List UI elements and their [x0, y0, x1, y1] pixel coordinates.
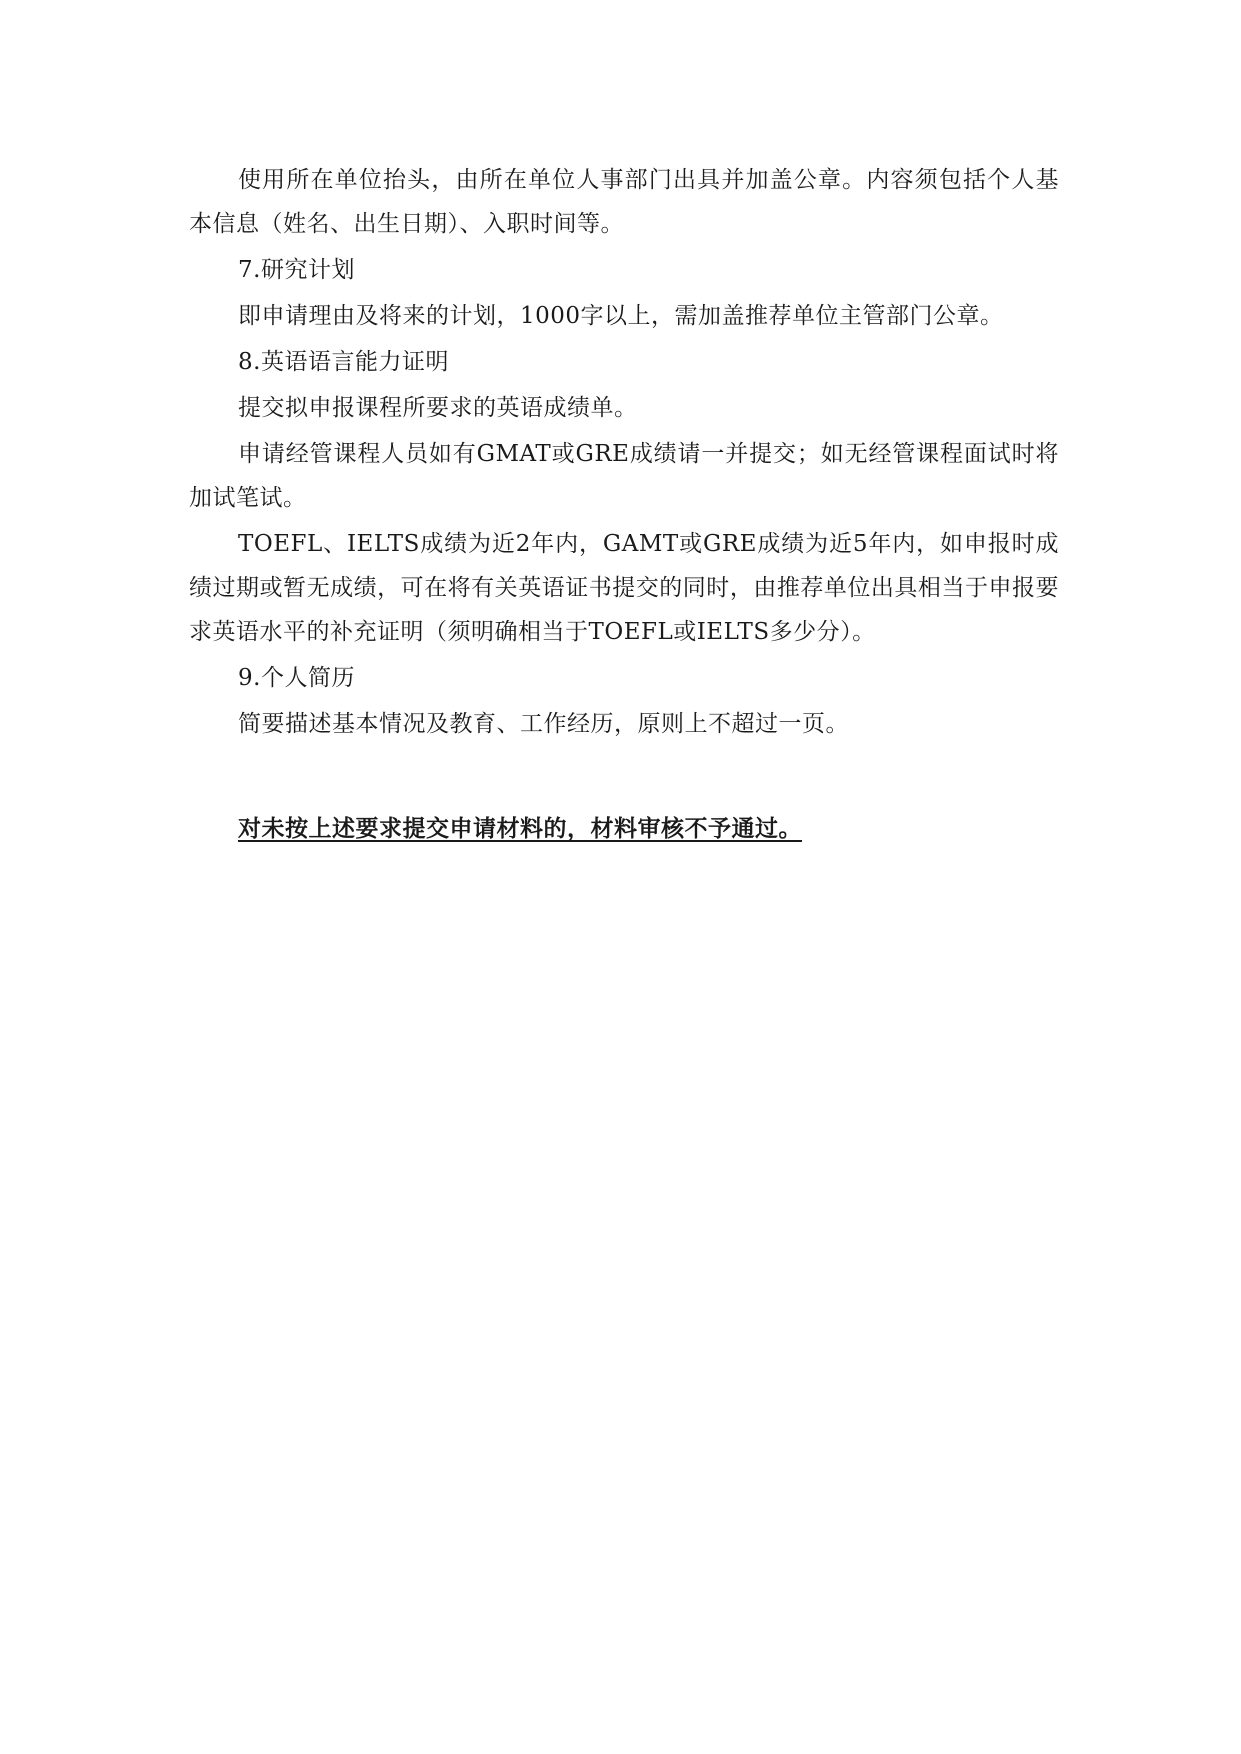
employment-certificate-paragraph: 使用所在单位抬头，由所在单位人事部门出具并加盖公章。内容须包括个人基本信息（姓名、出生日期）、入职时间等。	[189, 167, 1059, 237]
rejection-notice-text: 对未按上述要求提交申请材料的，材料审核不予通过。	[238, 815, 802, 842]
rejection-notice	[189, 807, 1059, 851]
research-plan-heading: 7.研究计划	[238, 257, 355, 283]
document-page	[189, 158, 1059, 874]
research-plan-paragraph: 即申请理由及将来的计划，1000字以上，需加盖推荐单位主管部门公章。	[238, 303, 1004, 329]
score-validity-paragraph: TOEFL、IELTS成绩为近2年内，GAMT或GRE成绩为近5年内，如申报时成绩过期或暂无成绩，可在将有关英语证书提交的同时，由推荐单位出具相当于申报要求英语水平的补充证明（须明确相当于TOEFL或IELTS多少分）。	[189, 531, 1059, 645]
gmat-gre-paragraph: 申请经管课程人员如有GMAT或GRE成绩请一并提交；如无经管课程面试时将加试笔试。	[189, 441, 1059, 511]
english-transcript-paragraph: 提交拟申报课程所要求的英语成绩单。	[238, 395, 638, 421]
resume-paragraph: 简要描述基本情况及教育、工作经历，原则上不超过一页。	[238, 711, 849, 737]
english-proficiency-heading: 8.英语语言能力证明	[238, 349, 449, 375]
resume-heading: 9.个人简历	[238, 665, 355, 691]
section-spacer	[189, 748, 1059, 784]
